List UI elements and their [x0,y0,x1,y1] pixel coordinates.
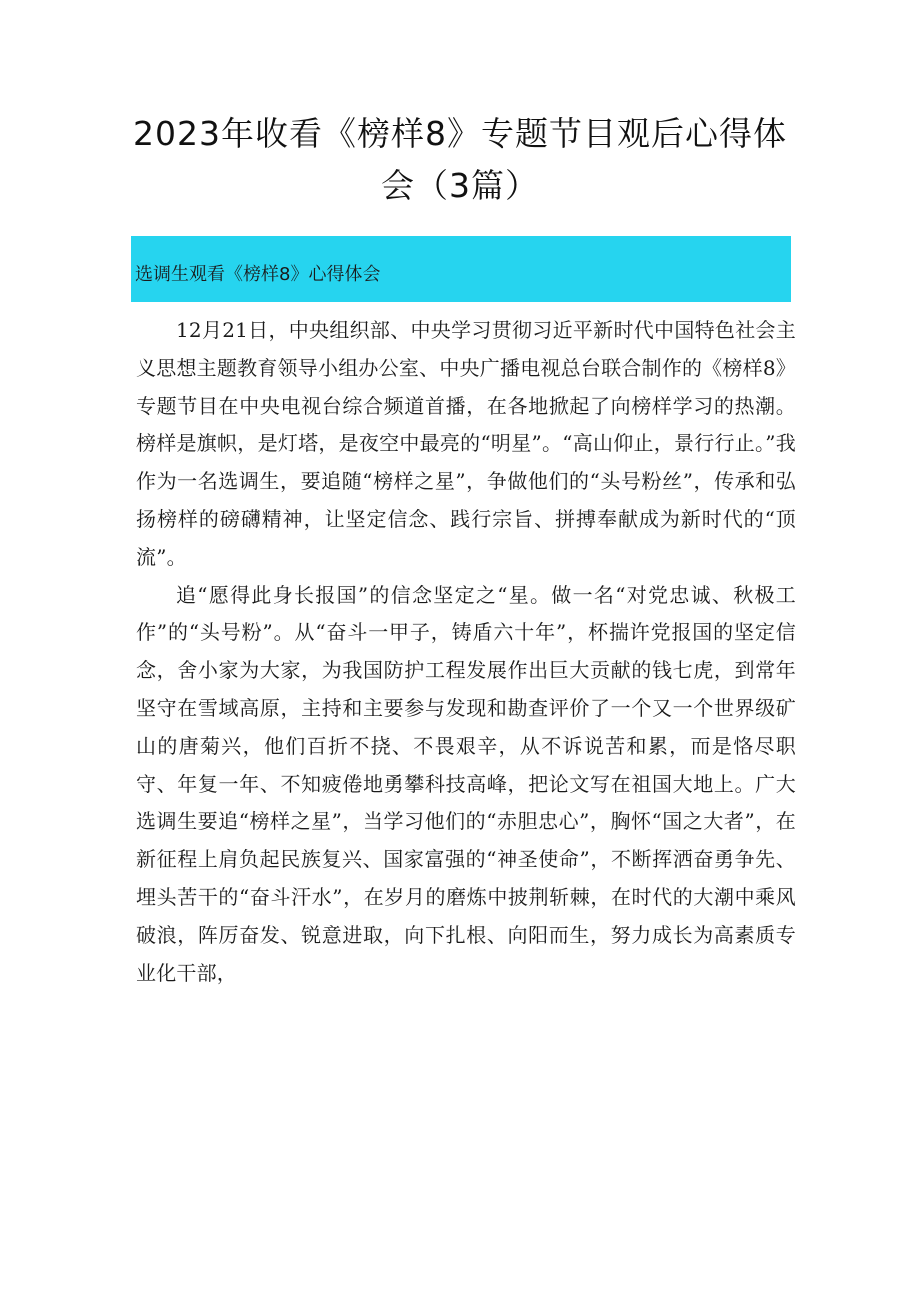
document-body [136,312,796,992]
section-heading: 选调生观看《榜样8》心得体会 [131,236,791,302]
paragraph: 12月21日，中央组织部、中央学习贯彻习近平新时代中国特色社会主义思想主题教育领导小组办公室、中央广播电视总台联合制作的《榜样8》专题节目在中央电视台综合频道首播，在各地掀起了向榜样学习的热潮。榜样是旗帜，是灯塔，是夜空中最亮的“明星”。“高山仰止，景行行止。”我作为一名选调生，要追随“榜样之星”，争做他们的“头号粉丝”，传承和弘扬榜样的磅礴精神，让坚定信念、践行宗旨、拼搏奉献成为新时代的“顶流”。 [136,318,796,569]
paragraph: 追“愿得此身长报国”的信念坚定之“星。做一名“对党忠诚、秋极工作”的“头号粉”。从“奋斗一甲子，铸盾六十年”，杯揣许党报国的坚定信念，舍小家为大家，为我国防护工程发展作出巨大贡献的钱七虎，到常年坚守在雪域高原，主持和主要参与发现和勘查评价了一个又一个世界级矿山的唐菊兴，他们百折不挠、不畏艰辛，从不诉说苦和累，而是恪尽职守、年复一年、不知疲倦地勇攀科技高峰，把论文写在祖国大地上。广大选调生要追“榜样之星”，当学习他们的“赤胆忠心”，胸怀“国之大者”，在新征程上肩负起民族复兴、国家富强的“神圣使命”，不断挥洒奋勇争先、埋头苦干的“奋斗汗水”，在岁月的磨炼中披荆斩棘，在时代的大潮中乘风破浪，阵厉奋发、锐意进取，向下扎根、向阳而生，努力成长为高素质专业化干部， [136,582,796,985]
document-title: 2023年收看《榜样8》专题节目观后心得体会（3篇） [133,114,787,205]
